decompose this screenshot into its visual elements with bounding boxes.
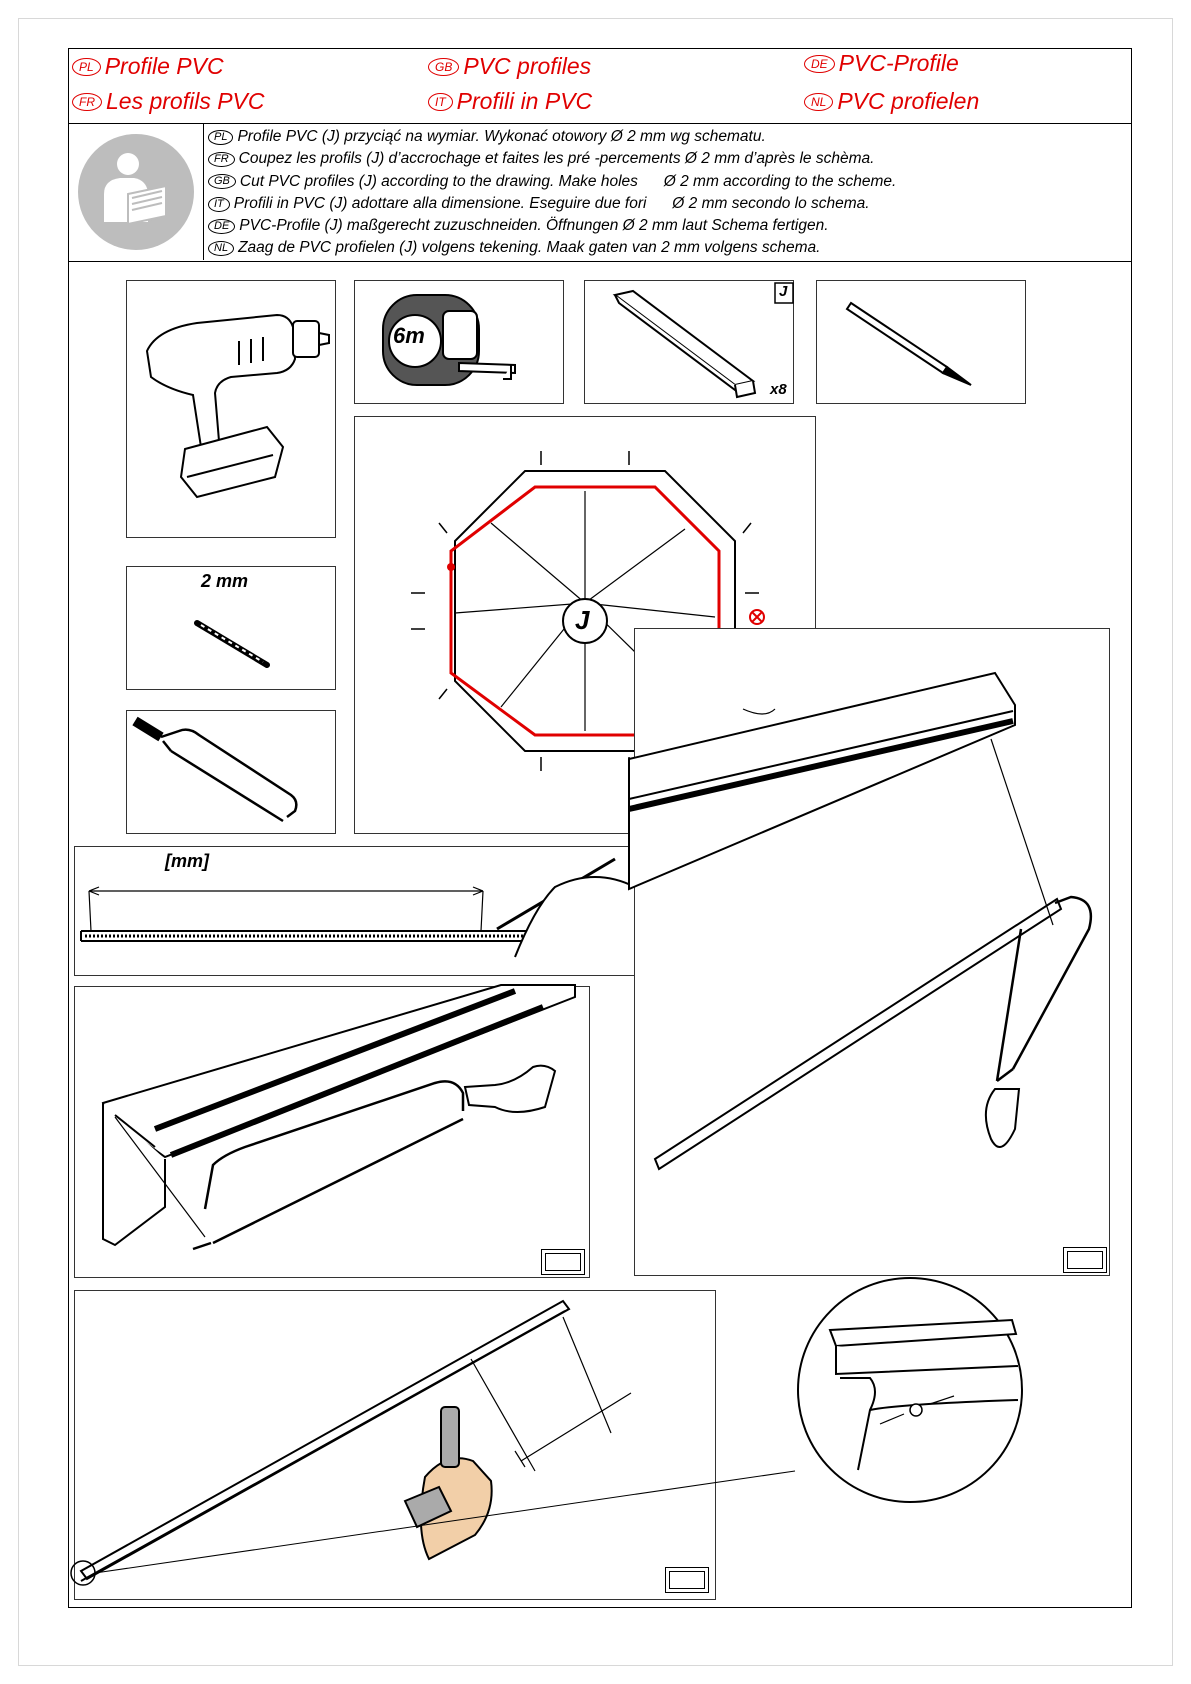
octagon-center-label: J (575, 605, 590, 635)
instruction-pl (208, 126, 1128, 148)
instruction-nl-text: Zaag de PVC profielen (J) volgens tekening. Maak gaten van 2 mm volgens schema. (238, 239, 821, 257)
hacksaw-icon (127, 711, 337, 835)
read-manual-icon (68, 124, 203, 260)
drill-bit-size-label: 2 mm (201, 571, 249, 591)
title-fr (72, 88, 265, 115)
step-number-box (665, 1567, 709, 1593)
panel-measure-step (74, 846, 724, 976)
panel-hacksaw (126, 710, 336, 834)
lang-badge-nl: NL (804, 93, 833, 111)
cordless-drill-icon (127, 281, 337, 539)
part-quantity-label: x8 (770, 381, 787, 398)
panel-drill-step (74, 1290, 716, 1600)
step-number-box (541, 1249, 585, 1275)
lang-badge-gb: GB (428, 58, 459, 76)
instruction-pl-text: Profile PVC (J) przyciąć na wymiar. Wykonać otowory Ø 2 mm wg schematu. (237, 128, 766, 145)
step-number-box (1063, 1247, 1107, 1273)
title-nl-text: PVC profielen (837, 88, 980, 114)
instr-badge-de: DE (208, 219, 235, 234)
pencil-icon (817, 281, 1027, 405)
instruction-fr-text: Coupez les profils (J) d’accrochage et faites les pré -percements Ø 2 mm d’après le schèma. (238, 150, 875, 168)
instructions-list (208, 126, 1128, 260)
instruction-nl (208, 237, 1128, 259)
instruction-it-text: Profili in PVC (J) adottare alla dimensione. Eseguire due fori Ø 2 mm secondo lo schema. (233, 194, 870, 212)
title-it-text: Profili in PVC (456, 88, 593, 114)
instructions-row (68, 124, 1132, 262)
drill-profile-illustration (75, 1291, 717, 1601)
lang-badge-pl: PL (72, 58, 101, 76)
title-it (428, 88, 592, 115)
title-de-text: PVC-Profile (838, 50, 959, 76)
title-de (804, 50, 959, 77)
panel-cordless-drill (126, 280, 336, 538)
instr-badge-pl: PL (208, 130, 233, 145)
panel-drill-bit (126, 566, 336, 690)
panel-tape-measure (354, 280, 564, 404)
title-fr-text: Les profils PVC (106, 88, 265, 114)
title-pl (72, 53, 224, 80)
instruction-gb (208, 171, 1128, 193)
instruction-it (208, 193, 1128, 215)
lang-badge-de: DE (804, 55, 835, 73)
instr-badge-fr: FR (208, 152, 235, 167)
saw-closeup-illustration (75, 987, 591, 1279)
tape-measure-label: 6m (393, 323, 425, 348)
panel-saw-closeup (74, 986, 590, 1278)
instruction-gb-text: Cut PVC profiles (J) according to the drawing. Make holes Ø 2 mm according to the scheme. (239, 172, 897, 190)
panel-saw-profile (634, 628, 1110, 1276)
instr-badge-gb: GB (208, 174, 236, 189)
read-manual-icon-cell (68, 124, 204, 260)
instr-badge-it: IT (208, 197, 230, 212)
lang-badge-fr: FR (72, 93, 102, 111)
instruction-de (208, 215, 1128, 237)
title-row (68, 48, 1132, 124)
title-nl (804, 88, 979, 115)
title-gb (428, 53, 591, 80)
instr-badge-nl: NL (208, 241, 234, 256)
title-gb-text: PVC profiles (463, 53, 592, 79)
instruction-de-text: PVC-Profile (J) maßgerecht zuzuschneiden. Öffnungen Ø 2 mm laut Schema fertigen. (239, 217, 829, 235)
title-pl-text: Profile PVC (104, 53, 224, 79)
lang-badge-it: IT (428, 93, 453, 111)
panel-pencil (816, 280, 1026, 404)
part-code-label: J (779, 283, 788, 300)
pvc-profile-icon (585, 281, 795, 405)
instruction-fr (208, 148, 1128, 170)
saw-profile-illustration (635, 629, 1111, 1277)
unit-label: [mm] (165, 851, 209, 871)
tape-measure-icon (355, 281, 565, 405)
panel-pvc-profile-part (584, 280, 794, 404)
